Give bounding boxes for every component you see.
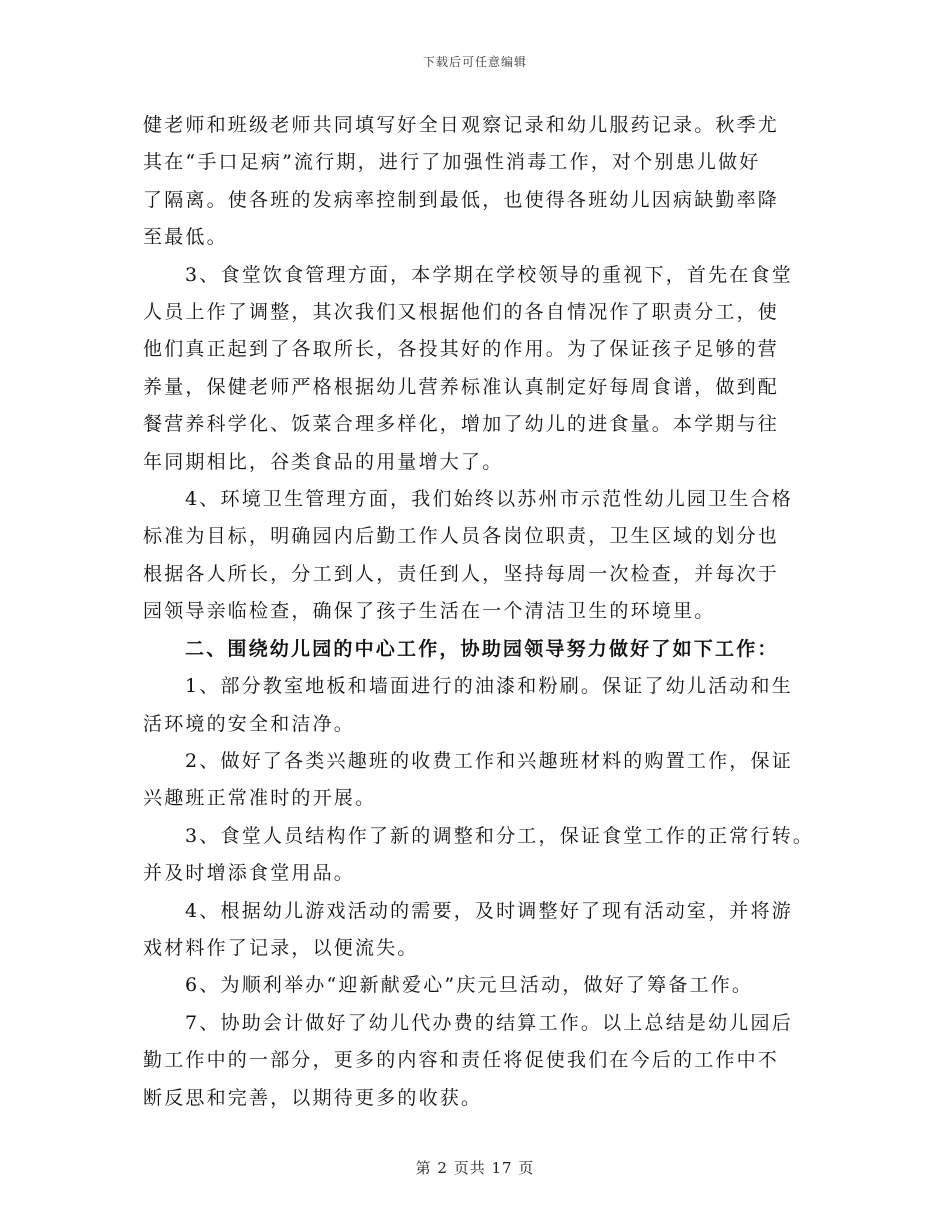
list-item: [143, 668, 823, 743]
text-line: 4、环境卫生管理方面，我们始终以苏州市示范性幼儿园卫生合格: [185, 488, 793, 511]
text-line: 2、做好了各类兴趣班的收费工作和兴趣班材料的购置工作，保证: [185, 749, 793, 772]
text-line: 戏材料作了记录，以便流失。: [143, 936, 419, 959]
section-heading: 二、围绕幼儿园的中心工作，协助园领导努力做好了如下工作：: [185, 637, 779, 660]
text-line: 餐营养科学化、饭菜合理多样化，增加了幼儿的进食量。本学期与往: [143, 413, 780, 436]
text-line: 3、食堂人员结构作了新的调整和分工，保证食堂工作的正常行转。: [185, 824, 815, 847]
text-line: 标准为目标，明确园内后勤工作人员各岗位职责，卫生区域的划分也: [143, 525, 780, 548]
text-line: 根据各人所长，分工到人，责任到人，坚持每周一次检查，并每次于: [143, 562, 780, 585]
text-line: 其在“手口足病”流行期，进行了加强性消毒工作，对个别患儿做好: [143, 151, 761, 174]
text-line: 6、为顺利举办“迎新献爱心”庆元旦活动，做好了筹备工作。: [185, 974, 754, 997]
paragraph-health-records: [143, 107, 823, 257]
page-header: 下载后可任意编辑: [422, 55, 527, 69]
document-body: [143, 107, 823, 1117]
text-line: 至最低。: [143, 226, 228, 249]
text-line: 并及时增添食堂用品。: [143, 862, 356, 885]
list-item: [143, 743, 823, 818]
text-line: 养量，保健老师严格根据幼儿营养标准认真制定好每周食谱，做到配: [143, 375, 780, 398]
text-line: 人员上作了调整，其次我们又根据他们的各自情况作了职责分工，使: [143, 301, 780, 324]
text-line: 断反思和完善，以期待更多的收获。: [143, 1086, 483, 1109]
text-line: 兴趣班正常准时的开展。: [143, 787, 377, 810]
text-line: 3、食堂饮食管理方面，本学期在学校领导的重视下，首先在食堂: [185, 263, 793, 286]
text-line: 园领导亲临检查，确保了孩子生活在一个清洁卫生的环境里。: [143, 600, 716, 623]
text-line: 4、根据幼儿游戏活动的需要，及时调整好了现有活动室，并将游: [185, 899, 793, 922]
list-item: [143, 893, 823, 968]
text-line: 健老师和班级老师共同填写好全日观察记录和幼儿服药记录。秋季尤: [143, 114, 780, 136]
text-line: 7、协助会计做好了幼儿代办费的结算工作。以上总结是幼儿园后: [185, 1011, 793, 1034]
text-line: 了隔离。使各班的发病率控制到最低，也使得各班幼儿因病缺勤率降: [143, 188, 780, 211]
list-item: [143, 818, 823, 893]
text-line: 1、部分教室地板和墙面进行的油漆和粉刷。保证了幼儿活动和生: [185, 675, 793, 698]
paragraph-canteen-management: [143, 257, 823, 481]
paragraph-environment-hygiene: [143, 481, 823, 631]
list-item: [143, 967, 823, 1004]
page-number: 第 2 页共 17 页: [415, 1159, 535, 1177]
text-line: 活环境的安全和洁净。: [143, 712, 356, 735]
text-line: 年同期相比，谷类食品的用量增大了。: [143, 450, 504, 473]
list-item: [143, 1005, 823, 1117]
text-line: 他们真正起到了各取所长，各投其好的作用。为了保证孩子足够的营: [143, 338, 780, 361]
text-line: 勤工作中的一部分，更多的内容和责任将促使我们在今后的工作中不: [143, 1049, 780, 1072]
